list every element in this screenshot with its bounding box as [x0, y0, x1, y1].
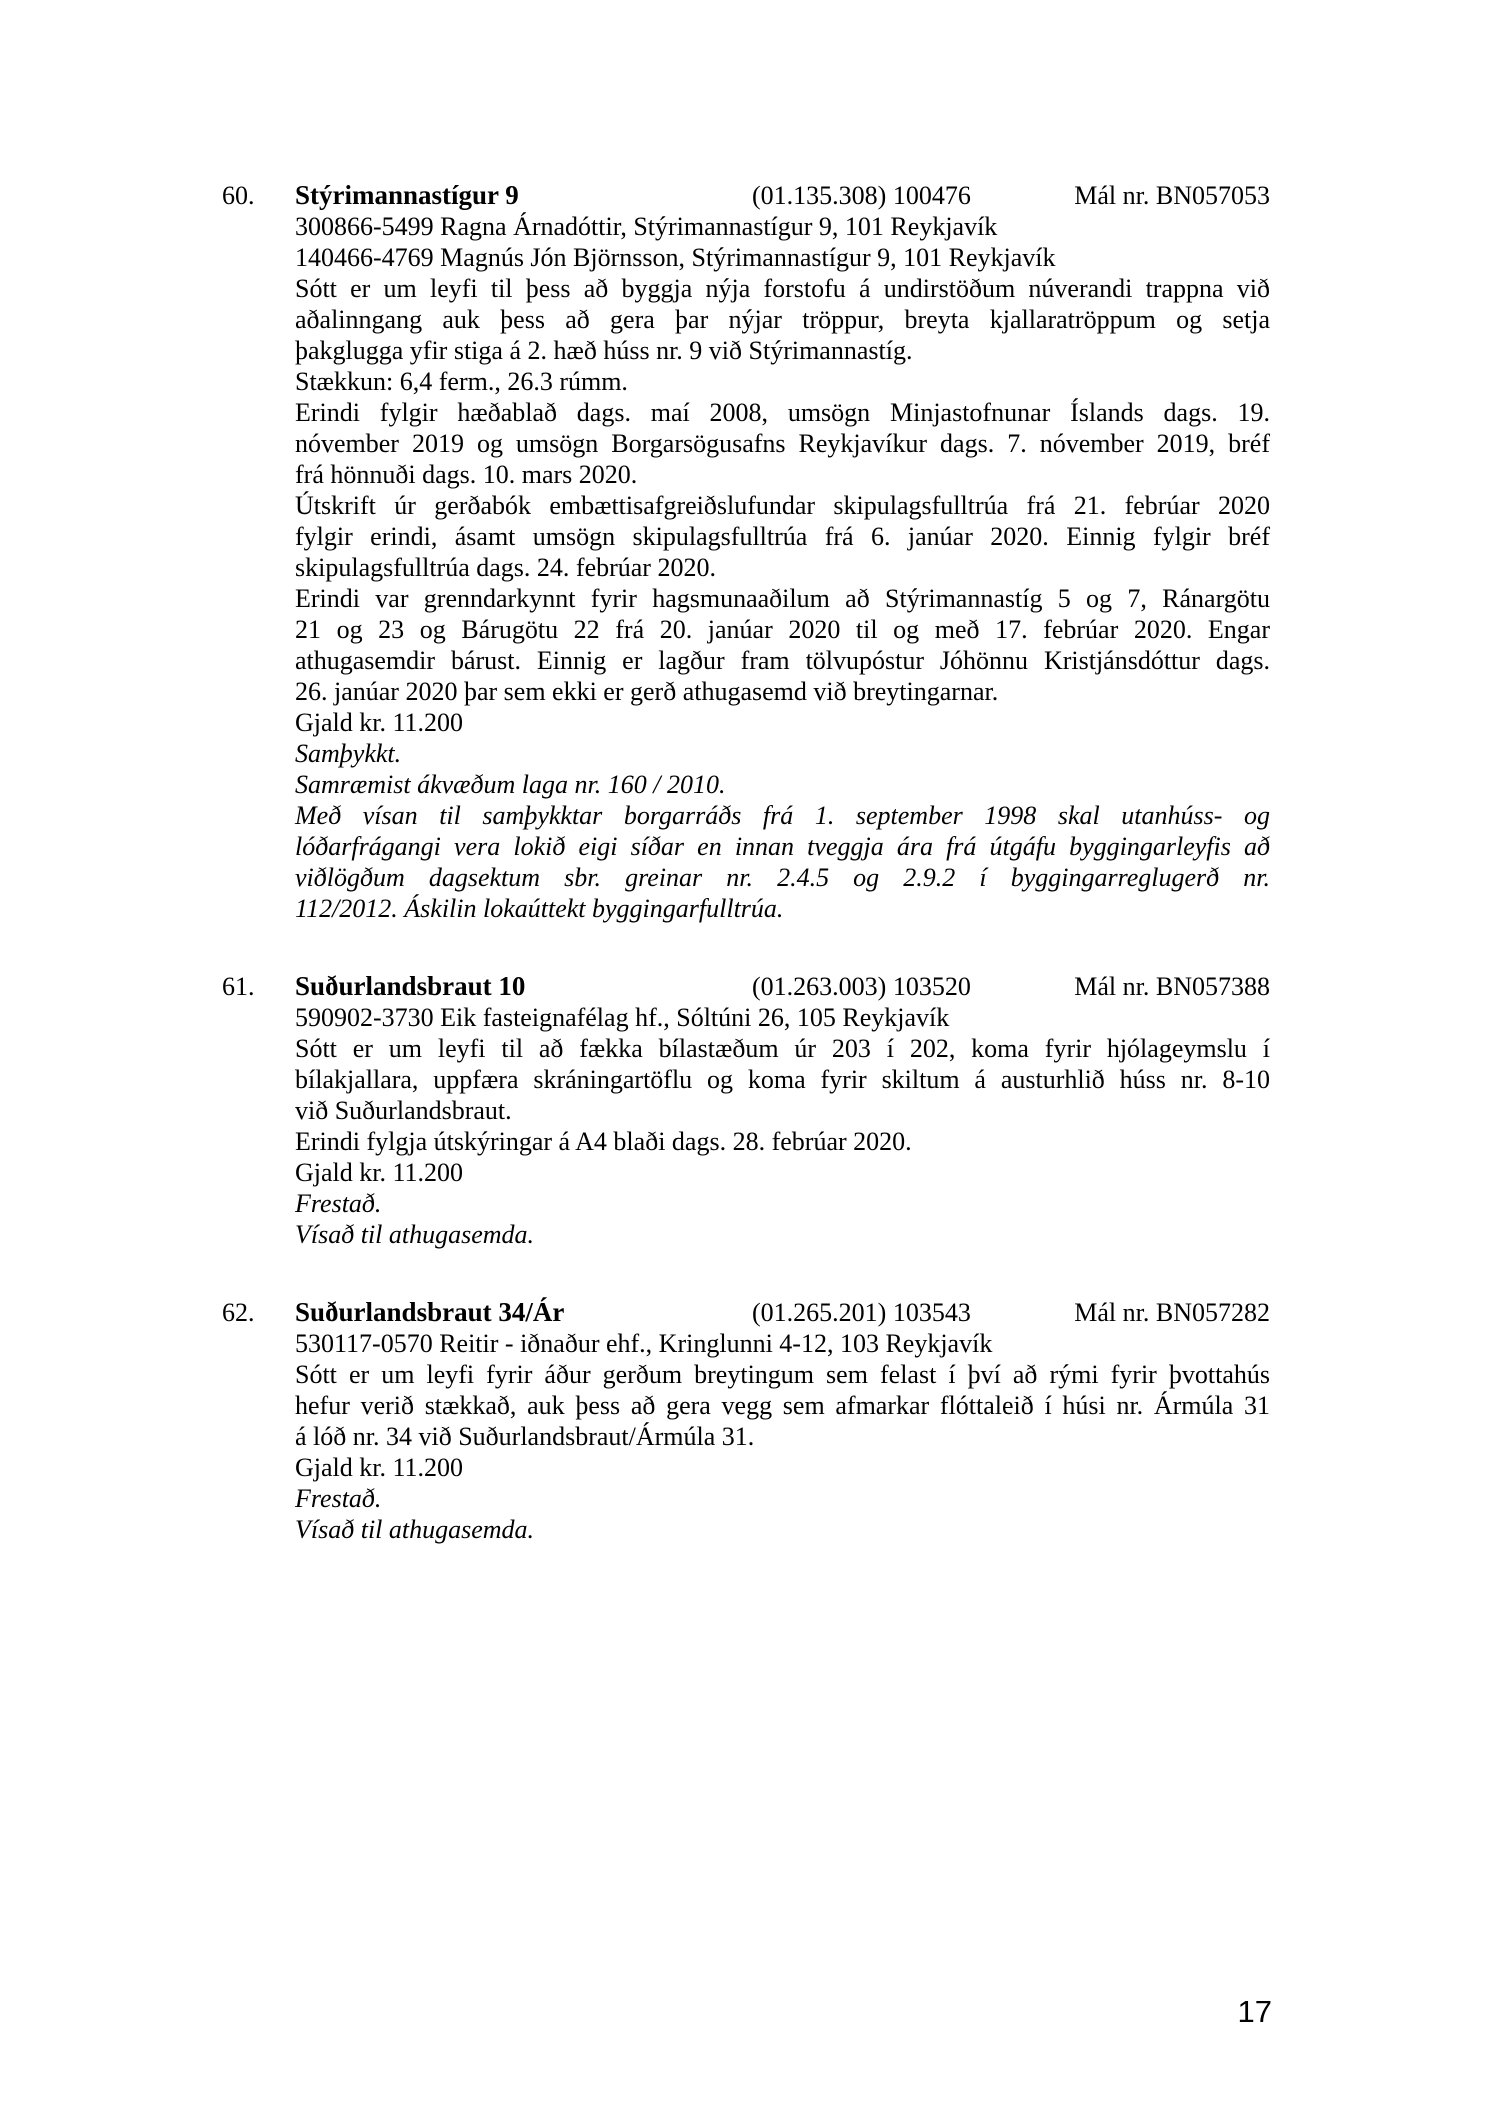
lot-reference: (01.135.308) 100476: [752, 181, 971, 210]
paragraph-line: aðalinngang auk þess að gera þar nýjar tröppur, breyta kjallaratröppum og setja: [295, 305, 1270, 334]
item-header: [295, 180, 1270, 211]
item-title: Suðurlandsbraut 34/Ár: [295, 1297, 565, 1327]
ruling-line: 112/2012. Áskilin lokaúttekt byggingarfulltrúa.: [295, 894, 784, 923]
paragraph-line: athugasemdir bárust. Einnig er lagður fram tölvupóstur Jóhönnu Kristjánsdóttur dags.: [295, 646, 1270, 675]
paragraph-line: Erindi var grenndarkynnt fyrir hagsmunaaðilum að Stýrimannastíg 5 og 7, Ránargötu: [295, 584, 1270, 613]
case-number: Mál nr. BN057282: [1074, 1298, 1270, 1327]
paragraph-line: 26. janúar 2020 þar sem ekki er gerð athugasemd við breytingarnar.: [295, 677, 999, 706]
agenda-item: [222, 1297, 1270, 1545]
paragraph-line: nóvember 2019 og umsögn Borgarsögusafns Reykjavíkur dags. 7. nóvember 2019, bréf: [295, 429, 1270, 458]
page-number: 17: [1237, 1994, 1272, 2029]
paragraph-line: Sótt er um leyfi fyrir áður gerðum breytingum sem felast í því að rými fyrir þvottahús: [295, 1360, 1270, 1389]
paragraph-line: Gjald kr. 11.200: [295, 1158, 464, 1187]
applicant-line: 300866-5499 Ragna Árnadóttir, Stýrimannastígur 9, 101 Reykjavík: [295, 212, 998, 241]
case-number: Mál nr. BN057053: [1074, 181, 1270, 210]
ruling-line: viðlögðum dagsektum sbr. greinar nr. 2.4.5 og 2.9.2 í byggingarreglugerð nr.: [295, 863, 1270, 892]
item-number: 60.: [222, 181, 255, 210]
paragraph-line: Erindi fylgja útskýringar á A4 blaði dags. 28. febrúar 2020.: [295, 1127, 912, 1156]
paragraph-line: frá hönnuði dags. 10. mars 2020.: [295, 460, 638, 489]
ruling-line: Samþykkt.: [295, 739, 402, 768]
agenda-item: [222, 180, 1270, 924]
paragraph-line: Útskrift úr gerðabók embættisafgreiðslufundar skipulagsfulltrúa frá 21. febrúar 2020: [295, 491, 1270, 520]
paragraph-line: fylgir erindi, ásamt umsögn skipulagsfulltrúa frá 6. janúar 2020. Einnig fylgir bréf: [295, 522, 1270, 551]
agenda-item: [222, 971, 1270, 1250]
lot-reference: (01.263.003) 103520: [752, 972, 971, 1001]
paragraph-line: Gjald kr. 11.200: [295, 708, 464, 737]
ruling-line: Frestað.: [295, 1484, 382, 1513]
paragraph-line: skipulagsfulltrúa dags. 24. febrúar 2020.: [295, 553, 716, 582]
paragraph-line: Gjald kr. 11.200: [295, 1453, 464, 1482]
paragraph-line: þakglugga yfir stiga á 2. hæð húss nr. 9 við Stýrimannastíg.: [295, 336, 913, 365]
paragraph-line: bílakjallara, uppfæra skráningartöflu og koma fyrir skiltum á austurhlið húss nr. 8-10: [295, 1065, 1270, 1094]
ruling-line: Vísað til athugasemda.: [295, 1220, 535, 1249]
ruling-line: Frestað.: [295, 1189, 382, 1218]
applicant-line: 530117-0570 Reitir - iðnaður ehf., Kringlunni 4-12, 103 Reykjavík: [295, 1329, 993, 1358]
ruling-line: Samræmist ákvæðum laga nr. 160 / 2010.: [295, 770, 726, 799]
ruling-line: Með vísan til samþykktar borgarráðs frá 1. september 1998 skal utanhúss- og: [295, 801, 1270, 830]
item-number: 61.: [222, 972, 255, 1001]
ruling-line: Vísað til athugasemda.: [295, 1515, 535, 1544]
paragraph-line: hefur verið stækkað, auk þess að gera vegg sem afmarkar flóttaleið í húsi nr. Ármúla 31: [295, 1391, 1270, 1420]
applicant-line: 590902-3730 Eik fasteignafélag hf., Sóltúni 26, 105 Reykjavík: [295, 1003, 950, 1032]
item-header: [295, 971, 1270, 1002]
paragraph-line: Sótt er um leyfi til að fækka bílastæðum úr 203 í 202, koma fyrir hjólageymslu í: [295, 1034, 1270, 1063]
item-number: 62.: [222, 1298, 255, 1327]
case-number: Mál nr. BN057388: [1074, 972, 1270, 1001]
applicant-line: 140466-4769 Magnús Jón Björnsson, Stýrimannastígur 9, 101 Reykjavík: [295, 243, 1056, 272]
paragraph-line: 21 og 23 og Bárugötu 22 frá 20. janúar 2020 til og með 17. febrúar 2020. Engar: [295, 615, 1270, 644]
paragraph-line: Sótt er um leyfi til þess að byggja nýja forstofu á undirstöðum núverandi trappna við: [295, 274, 1270, 303]
agenda-items: [222, 180, 1270, 1545]
ruling-line: lóðarfrágangi vera lokið eigi síðar en innan tveggja ára frá útgáfu byggingarleyfis að: [295, 832, 1270, 861]
paragraph-line: Erindi fylgir hæðablað dags. maí 2008, umsögn Minjastofnunar Íslands dags. 19.: [295, 398, 1270, 427]
paragraph-line: við Suðurlandsbraut.: [295, 1096, 512, 1125]
paragraph-line: Stækkun: 6,4 ferm., 26.3 rúmm.: [295, 367, 628, 396]
item-title: Suðurlandsbraut 10: [295, 971, 526, 1001]
lot-reference: (01.265.201) 103543: [752, 1298, 971, 1327]
item-title: Stýrimannastígur 9: [295, 180, 519, 210]
paragraph-line: á lóð nr. 34 við Suðurlandsbraut/Ármúla 31.: [295, 1422, 755, 1451]
item-header: [295, 1297, 1270, 1328]
